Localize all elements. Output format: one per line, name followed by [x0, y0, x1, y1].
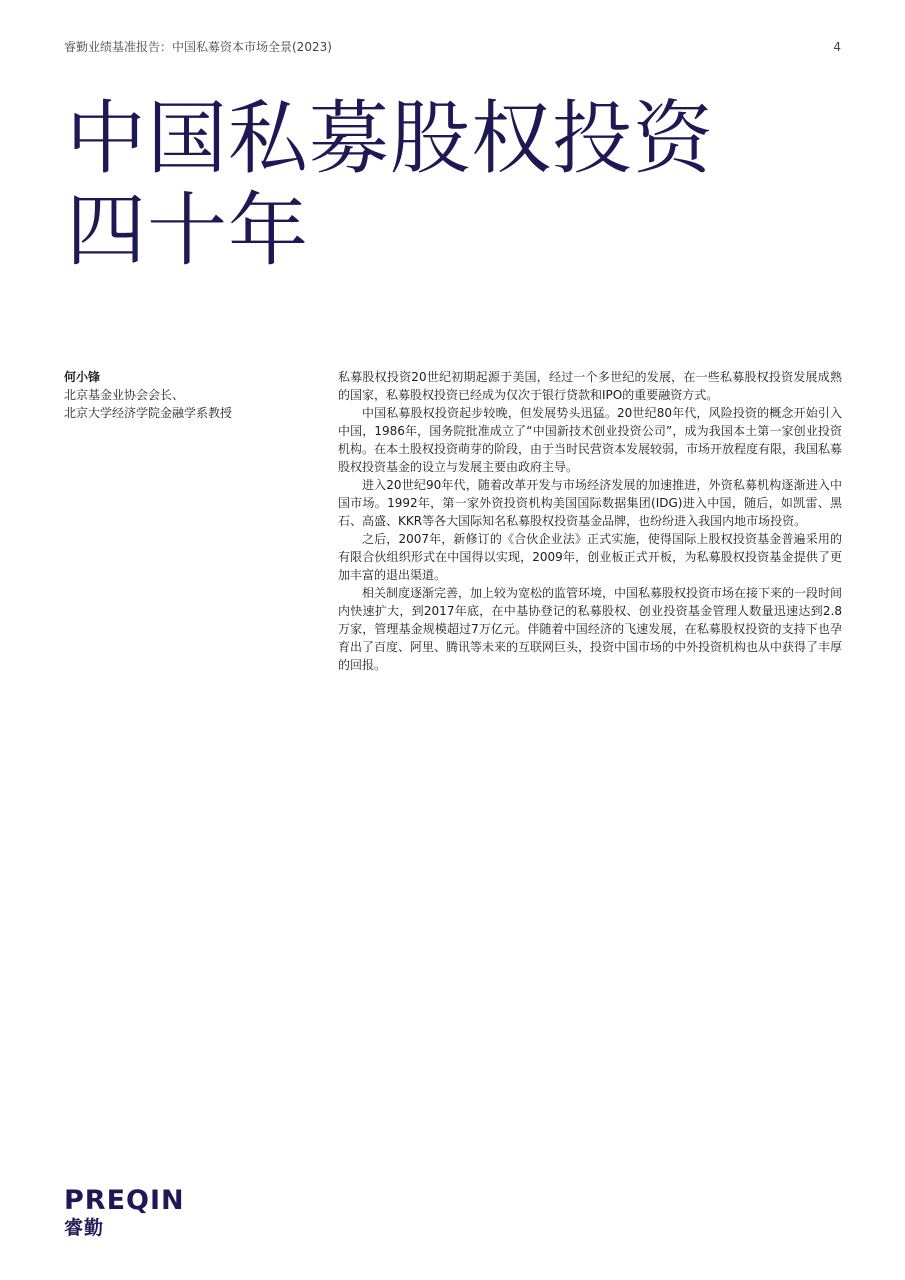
author-role-2: 北京大学经济学院金融学系教授	[64, 406, 233, 420]
author-role-1: 北京基金业协会会长、	[64, 388, 185, 402]
page-number: 4	[833, 40, 841, 54]
body-paragraph: 相关制度逐渐完善，加上较为宽松的监管环境，中国私募股权投资市场在接下来的一段时间内快速扩大，到2017年底，在中基协登记的私募股权、创业投资基金管理人数量迅速达到2.8万家，管理基金规模超过7万亿元。伴随着中国经济的飞速发展，在私募股权投资的支持下也孕育出了百度、阿里、腾讯等未来的互联网巨头，投资中国市场的中外投资机构也从中获得了丰厚的回报。	[338, 586, 843, 672]
body-paragraph: 之后，2007年，新修订的《合伙企业法》正式实施，使得国际上股权投资基金普遍采用的有限合伙组织形式在中国得以实现，2009年，创业板正式开板，为私募股权投资基金提供了更加丰富的退出渠道。	[338, 532, 842, 582]
author-block	[64, 368, 304, 422]
logo-wordmark: PREQIN	[64, 1185, 185, 1216]
page-title	[66, 93, 846, 277]
body-paragraph: 中国私募股权投资起步较晚，但发展势头迅猛。20世纪80年代，风险投资的概念开始引入中国，1986年，国务院批准成立了“中国新技术创业投资公司”，成为我国本土第一家创业投资机构。在本土股权投资萌芽的阶段，由于当时民营资本发展较弱，市场开放程度有限，我国私募股权投资基金的设立与发展主要由政府主导。	[338, 406, 843, 474]
body-paragraph: 私募股权投资20世纪初期起源于美国，经过一个多世纪的发展，在一些私募股权投资发展成熟的国家，私募股权投资已经成为仅次于银行贷款和IPO的重要融资方式。	[338, 370, 842, 402]
preqin-logo	[64, 1186, 185, 1240]
page-title-line-1: 中国私募股权投资	[66, 92, 714, 185]
logo-chinese-name: 睿勤	[64, 1217, 105, 1239]
author-name: 何小锋	[64, 370, 101, 384]
article-body	[338, 368, 842, 674]
page-title-line-2: 四十年	[66, 184, 309, 277]
body-paragraph: 进入20世纪90年代，随着改革开发与市场经济发展的加速推进，外资私募机构逐渐进入中国市场。1992年，第一家外资投资机构美国国际数据集团(IDG)进入中国，随后，如凯雷、黑石、高盛、KKR等各大国际知名私募股权投资基金品牌，也纷纷进入我国内地市场投资。	[338, 478, 842, 528]
report-header-title: 睿勤业绩基准报告：中国私募资本市场全景(2023)	[64, 40, 332, 54]
